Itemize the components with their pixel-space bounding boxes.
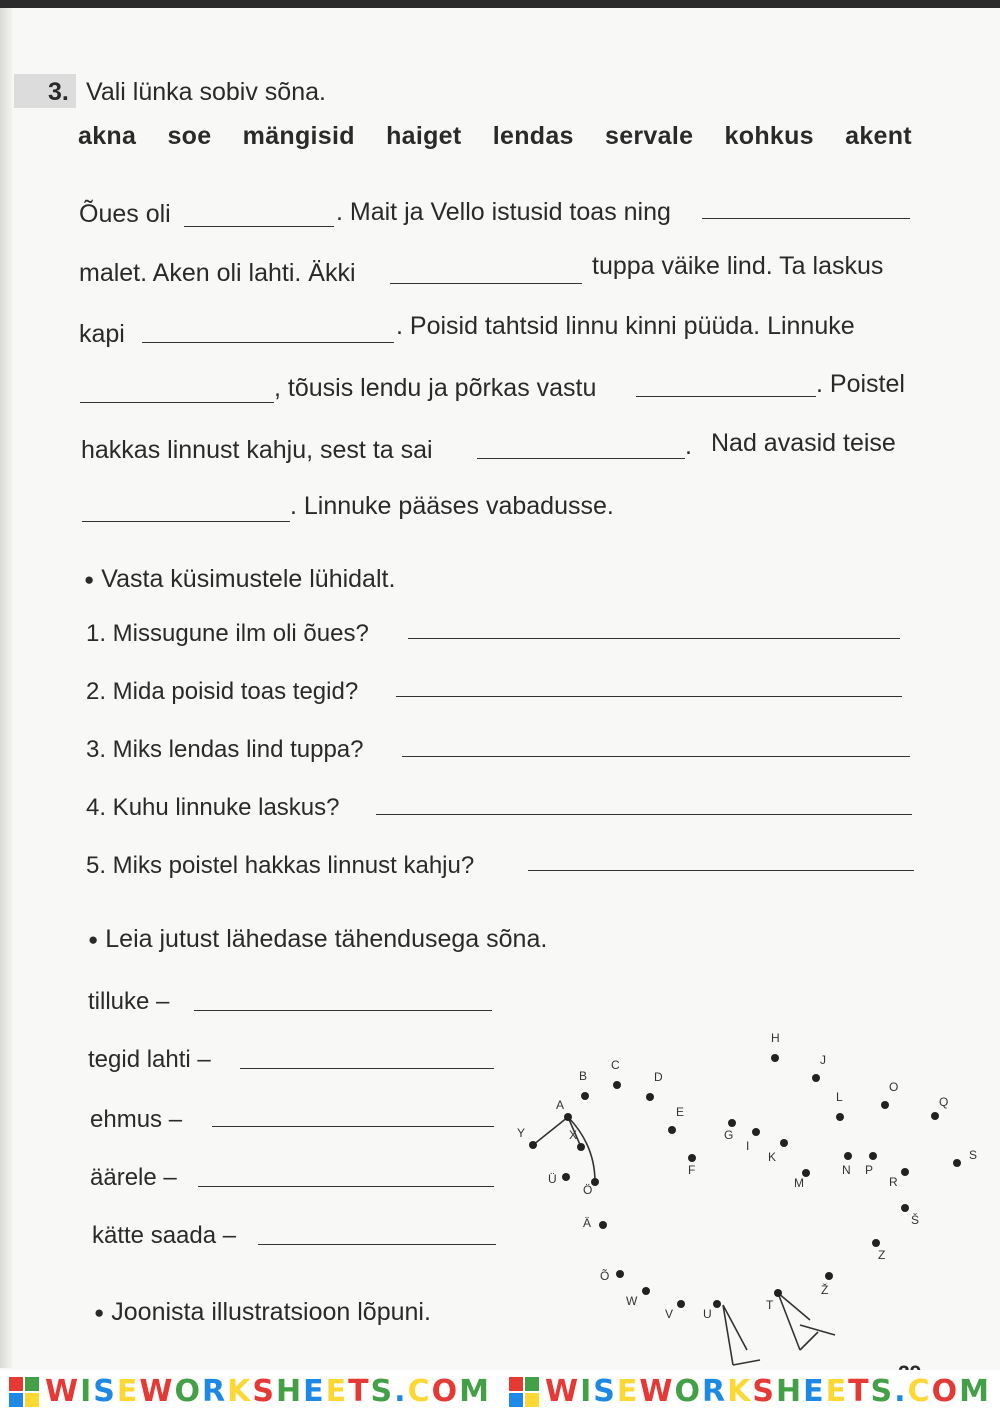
questions-heading: ● Vasta küsimustele lühidalt. bbox=[84, 565, 395, 594]
brand-letter: I bbox=[580, 1374, 594, 1409]
logo-square bbox=[525, 1393, 539, 1407]
synonym-answer-line[interactable] bbox=[258, 1244, 496, 1245]
question: 3. Miks lendas lind tuppa? bbox=[86, 736, 364, 763]
word-bank bbox=[78, 122, 912, 151]
connect-dot[interactable] bbox=[688, 1154, 696, 1162]
brand-letter: S bbox=[370, 1374, 395, 1409]
dot-letter-label: T bbox=[766, 1298, 774, 1312]
task-number: 3. bbox=[48, 78, 69, 106]
brand-letter: H bbox=[775, 1374, 804, 1409]
synonym-answer-line[interactable] bbox=[240, 1068, 494, 1069]
answer-blank[interactable] bbox=[636, 396, 816, 397]
dot-letter-label: D bbox=[654, 1070, 663, 1084]
connect-dot[interactable] bbox=[953, 1159, 961, 1167]
drawn-bird-head bbox=[533, 1117, 835, 1365]
connect-dot[interactable] bbox=[774, 1289, 782, 1297]
connect-dot[interactable] bbox=[616, 1270, 624, 1278]
brand-letter: W bbox=[545, 1374, 581, 1409]
answer-blank[interactable] bbox=[184, 226, 334, 227]
question: 1. Missugune ilm oli õues? bbox=[86, 620, 369, 647]
dot-letter-label: Q bbox=[939, 1095, 949, 1109]
word-bank-item: haiget bbox=[386, 122, 462, 150]
logo-square bbox=[9, 1377, 23, 1391]
brand-letter: E bbox=[825, 1374, 849, 1409]
question: 5. Miks poistel hakkas linnust kahju? bbox=[86, 852, 475, 879]
footer-brand-text bbox=[45, 1374, 491, 1409]
dot-letter-label: N bbox=[842, 1163, 851, 1177]
connect-dot[interactable] bbox=[577, 1143, 585, 1151]
binding-shadow bbox=[0, 8, 14, 1368]
brand-letter: E bbox=[616, 1374, 640, 1409]
brand-letter: T bbox=[848, 1374, 871, 1409]
connect-dot[interactable] bbox=[581, 1092, 589, 1100]
connect-dot[interactable] bbox=[613, 1081, 621, 1089]
connect-dot[interactable] bbox=[677, 1300, 685, 1308]
word-bank-item: servale bbox=[605, 122, 694, 150]
dot-letter-label: Ü bbox=[548, 1172, 557, 1186]
connect-dot[interactable] bbox=[836, 1113, 844, 1121]
bird-leg-left bbox=[723, 1305, 760, 1365]
dot-letter-label: O bbox=[889, 1080, 899, 1094]
brand-letter: R bbox=[202, 1374, 228, 1409]
connect-dot[interactable] bbox=[869, 1152, 877, 1160]
brand-letter: W bbox=[639, 1374, 675, 1409]
dot-letter-label: U bbox=[703, 1307, 712, 1321]
word-bank-item: soe bbox=[167, 122, 212, 150]
task-instruction: Vali lünka sobiv sõna. bbox=[86, 78, 326, 106]
brand-letter: T bbox=[348, 1374, 371, 1409]
connect-dot[interactable] bbox=[825, 1272, 833, 1280]
dot-letter-label: J bbox=[820, 1053, 826, 1067]
story-text: malet. Aken oli lahti. Äkki bbox=[79, 259, 356, 287]
brand-letter: O bbox=[674, 1374, 702, 1409]
page-top-edge bbox=[0, 0, 1000, 8]
brand-letter: K bbox=[227, 1374, 253, 1409]
connect-dot[interactable] bbox=[713, 1300, 721, 1308]
brand-letter: E bbox=[803, 1374, 826, 1409]
synonym-answer-line[interactable] bbox=[198, 1186, 494, 1187]
dot-letter-label: X bbox=[569, 1128, 578, 1142]
logo-square bbox=[509, 1393, 523, 1407]
question: 2. Mida poisid toas tegid? bbox=[86, 678, 359, 705]
brand-letter: K bbox=[727, 1374, 753, 1409]
answer-blank[interactable] bbox=[142, 342, 394, 343]
dot-letter-label: P bbox=[865, 1163, 874, 1177]
brand-logo-icon bbox=[9, 1377, 39, 1407]
footer-banner bbox=[0, 1370, 1000, 1413]
bird-leg-right bbox=[778, 1293, 835, 1350]
brand-letter: . bbox=[394, 1374, 408, 1409]
connect-dot[interactable] bbox=[812, 1074, 820, 1082]
answer-blank[interactable] bbox=[80, 402, 274, 403]
connect-dot[interactable] bbox=[771, 1054, 779, 1062]
brand-letter: O bbox=[174, 1374, 202, 1409]
synonym-prompt: ehmus – bbox=[90, 1106, 183, 1133]
brand-letter: E bbox=[325, 1374, 349, 1409]
story-text: kapi bbox=[79, 320, 125, 348]
logo-square bbox=[9, 1393, 23, 1407]
dot-letter-label: Ö bbox=[583, 1183, 593, 1197]
dot-letter-label: C bbox=[611, 1058, 620, 1072]
dot-letter-label: E bbox=[676, 1105, 685, 1119]
dot-letter-label: Š bbox=[911, 1213, 920, 1227]
logo-square bbox=[25, 1393, 39, 1407]
dot-letter-label: Y bbox=[517, 1126, 526, 1140]
brand-letter: S bbox=[593, 1374, 617, 1409]
footer-brand-right[interactable] bbox=[509, 1374, 991, 1409]
answer-line[interactable] bbox=[402, 756, 910, 757]
word-bank-item: kohkus bbox=[724, 122, 814, 150]
brand-letter: R bbox=[702, 1374, 728, 1409]
answer-blank[interactable] bbox=[477, 458, 685, 459]
dot-letter-label: H bbox=[771, 1031, 780, 1045]
brand-letter: O bbox=[431, 1374, 460, 1409]
connect-dot[interactable] bbox=[646, 1093, 654, 1101]
brand-letter: S bbox=[752, 1374, 776, 1409]
dot-letter-label: Z bbox=[878, 1248, 886, 1262]
synonym-prompt: kätte saada – bbox=[92, 1222, 237, 1249]
brand-letter: . bbox=[894, 1374, 908, 1409]
drawing-heading: ● Joonista illustratsioon lõpuni. bbox=[94, 1298, 431, 1327]
dot-group bbox=[517, 1031, 977, 1321]
brand-letter: E bbox=[303, 1374, 326, 1409]
brand-letter: W bbox=[45, 1374, 81, 1409]
dot-letter-label: V bbox=[665, 1307, 674, 1321]
connect-dot[interactable] bbox=[529, 1141, 537, 1149]
dot-letter-label: B bbox=[579, 1069, 588, 1083]
synonym-prompt: tilluke – bbox=[88, 988, 170, 1015]
brand-letter: C bbox=[907, 1374, 932, 1409]
brand-letter: H bbox=[275, 1374, 304, 1409]
story-text: . Poisid tahtsid linnu kinni püüda. Linnuke bbox=[396, 312, 855, 340]
connect-dot[interactable] bbox=[931, 1112, 939, 1120]
brand-letter: M bbox=[959, 1374, 991, 1409]
dot-letter-label: Ä bbox=[583, 1216, 592, 1230]
word-bank-item: lendas bbox=[492, 122, 574, 150]
synonym-answer-line[interactable] bbox=[194, 1010, 492, 1011]
connect-dot[interactable] bbox=[780, 1139, 788, 1147]
synonym-answer-line[interactable] bbox=[212, 1126, 494, 1127]
connect-dot[interactable] bbox=[901, 1204, 909, 1212]
connect-dot[interactable] bbox=[872, 1239, 880, 1247]
brand-letter: S bbox=[252, 1374, 276, 1409]
story-text: hakkas linnust kahju, sest ta sai bbox=[81, 436, 433, 464]
brand-letter: C bbox=[407, 1374, 432, 1409]
brand-letter: S bbox=[93, 1374, 117, 1409]
footer-brand-left[interactable] bbox=[9, 1374, 491, 1409]
story-text: . Poistel bbox=[816, 370, 905, 398]
story-text: . Linnuke pääses vabadusse. bbox=[290, 492, 614, 520]
brand-letter: W bbox=[139, 1374, 175, 1409]
synonym-prompt: tegid lahti – bbox=[88, 1046, 211, 1073]
connect-the-dots-drawing[interactable] bbox=[500, 1020, 1000, 1380]
answer-blank[interactable] bbox=[390, 283, 582, 284]
connect-dot[interactable] bbox=[901, 1168, 909, 1176]
beak-line-upper bbox=[533, 1117, 568, 1145]
answer-line[interactable] bbox=[376, 814, 912, 815]
answer-blank[interactable] bbox=[82, 521, 290, 522]
footer-brand-text bbox=[545, 1374, 991, 1409]
connect-dot[interactable] bbox=[752, 1128, 760, 1136]
connect-dot[interactable] bbox=[844, 1152, 852, 1160]
word-bank-item: akna bbox=[78, 122, 137, 150]
connect-dot[interactable] bbox=[562, 1173, 570, 1181]
story-text: Nad avasid teise bbox=[711, 429, 896, 457]
connect-dot[interactable] bbox=[564, 1113, 572, 1121]
dot-letter-label: S bbox=[969, 1148, 978, 1162]
dot-letter-label: W bbox=[626, 1294, 638, 1308]
dot-letter-label: L bbox=[836, 1090, 843, 1104]
answer-line[interactable] bbox=[528, 870, 914, 871]
logo-square bbox=[525, 1377, 539, 1391]
story-text: tuppa väike lind. Ta laskus bbox=[592, 252, 884, 280]
dot-letter-label: F bbox=[688, 1163, 696, 1177]
dot-letter-label: M bbox=[794, 1176, 804, 1190]
answer-blank[interactable] bbox=[702, 218, 910, 219]
dot-letter-label: Ž bbox=[821, 1283, 829, 1297]
logo-square bbox=[509, 1377, 523, 1391]
connect-dot[interactable] bbox=[668, 1126, 676, 1134]
brand-logo-icon bbox=[509, 1377, 539, 1407]
connect-dot[interactable] bbox=[599, 1221, 607, 1229]
answer-line[interactable] bbox=[408, 638, 900, 639]
story-text: . bbox=[685, 432, 692, 460]
connect-dot[interactable] bbox=[642, 1287, 650, 1295]
synonym-prompt: äärele – bbox=[90, 1164, 177, 1191]
story-text: . Mait ja Vello istusid toas ning bbox=[336, 198, 671, 226]
dot-letter-label: Õ bbox=[600, 1269, 610, 1283]
brand-letter: E bbox=[116, 1374, 140, 1409]
dot-letter-label: G bbox=[724, 1128, 734, 1142]
dot-letter-label: A bbox=[556, 1098, 565, 1112]
dot-letter-label: R bbox=[889, 1175, 898, 1189]
connect-dot[interactable] bbox=[881, 1101, 889, 1109]
question: 4. Kuhu linnuke laskus? bbox=[86, 794, 340, 821]
dot-letter-label: I bbox=[746, 1139, 750, 1153]
word-bank-item: mängisid bbox=[242, 122, 355, 150]
synonyms-heading: ● Leia jutust lähedase tähendusega sõna. bbox=[88, 925, 547, 954]
brand-letter: I bbox=[80, 1374, 94, 1409]
logo-square bbox=[25, 1377, 39, 1391]
answer-line[interactable] bbox=[396, 696, 902, 697]
dot-letter-label: K bbox=[768, 1150, 777, 1164]
word-bank-item: akent bbox=[845, 122, 912, 150]
story-text: Õues oli bbox=[79, 200, 171, 228]
connect-dot[interactable] bbox=[728, 1119, 736, 1127]
brand-letter: O bbox=[931, 1374, 960, 1409]
brand-letter: S bbox=[870, 1374, 895, 1409]
brand-letter: M bbox=[459, 1374, 491, 1409]
story-text: , tõusis lendu ja põrkas vastu bbox=[274, 374, 597, 402]
